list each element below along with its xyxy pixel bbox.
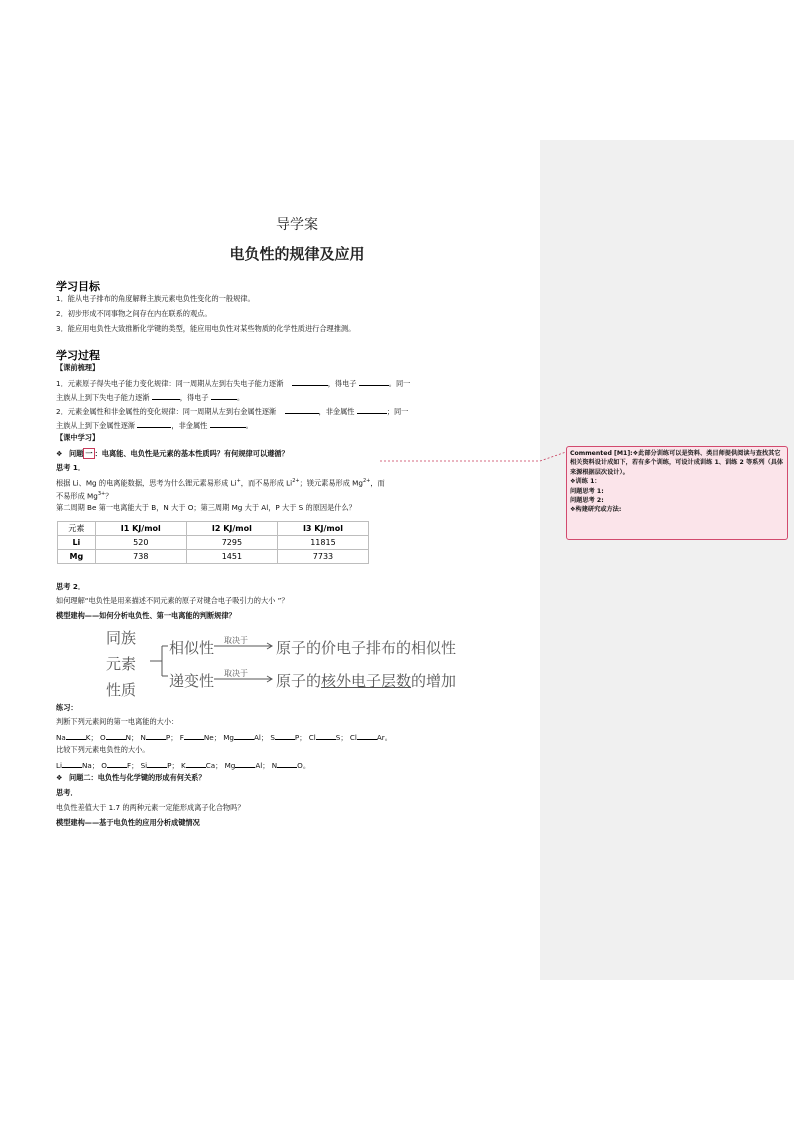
review-text: ，非金属性 — [171, 421, 208, 430]
element-symbol: Ar — [376, 733, 385, 742]
review-text: 主族从上到下失电子能力逐渐 — [56, 393, 150, 402]
goals-heading: 学习目标 — [56, 280, 100, 293]
separator: ； — [213, 733, 224, 742]
table-cell: 7733 — [277, 550, 368, 564]
review-text: 主族从上到下金属性逐渐 — [56, 421, 136, 430]
comment-line: 问题思考 2: — [570, 497, 604, 505]
think1-text: 根据 Li、Mg 的电离能数据，思考为什么锂元素易形成 Li — [56, 478, 237, 488]
element-symbol: Cl — [308, 733, 316, 742]
diagram-label: 性质 — [106, 681, 137, 699]
fill-blank[interactable] — [234, 731, 254, 740]
practice-line: 比较下列元素电负性的大小。 — [56, 745, 150, 754]
think1-line — [56, 476, 385, 488]
fill-blank[interactable] — [146, 731, 166, 740]
element-symbol: P — [294, 733, 300, 742]
diagram-label: 原子的价电子排布的相似性 — [276, 639, 457, 657]
table-cell: Li — [58, 536, 96, 550]
issue2-heading — [56, 773, 206, 783]
table-cell: 7295 — [186, 536, 277, 550]
element-symbol: O — [99, 733, 106, 742]
element-symbol: Li — [56, 761, 63, 770]
element-symbol: K — [85, 733, 91, 742]
ionization-energy-table — [57, 521, 369, 564]
think1-text: ？ — [105, 491, 113, 501]
comment-margin-pane — [540, 140, 794, 980]
think1-text: ；镁元素易形成 Mg — [299, 478, 363, 488]
table-cell: Mg — [58, 550, 96, 564]
think2-text: 如何理解“电负性是用来描述不同元素的原子对键合电子吸引力的大小 ”？ — [56, 596, 289, 605]
goal-item: 1．能从电子排布的角度解释主族元素电负性变化的一般规律。 — [56, 294, 255, 303]
element-symbol: S — [335, 733, 341, 742]
practice-label: 练习： — [56, 703, 78, 712]
diagram-label: 相似性 — [169, 639, 215, 657]
separator: 。 — [302, 761, 311, 770]
review-text: 。 — [245, 421, 253, 430]
element-symbol: Na — [56, 733, 66, 742]
element-symbol: Na — [82, 761, 92, 770]
table-header: I2 KJ/mol — [186, 522, 277, 536]
think1-text: ，而不易形成 Li — [240, 478, 293, 488]
issue1-heading — [56, 449, 289, 459]
comment-line: ❖训练 1： — [570, 478, 601, 486]
diagram-label: 取决于 — [224, 669, 248, 678]
review-text: ，得电子 — [327, 379, 357, 388]
comment-line: ❖构建研究或方法: — [570, 506, 622, 514]
fill-blank[interactable] — [106, 731, 126, 740]
review-tag: 【课前梳理】 — [56, 363, 100, 372]
fill-blank[interactable] — [275, 731, 295, 740]
fill-blank[interactable] — [62, 759, 82, 768]
review-text: 。 — [236, 393, 245, 402]
think2-label: 思考 2． — [56, 582, 86, 591]
think1-text: ，而 — [370, 478, 385, 488]
goal-item: 2．初步形成不同事物之间存在内在联系的观点。 — [56, 309, 212, 318]
separator: ； — [91, 761, 102, 770]
review-line — [56, 419, 253, 431]
fill-blank[interactable] — [66, 731, 86, 740]
diagram-text: 的增加 — [411, 672, 457, 690]
element-symbol: F — [179, 733, 184, 742]
comment-balloon[interactable] — [566, 446, 788, 540]
fill-blank[interactable] — [292, 377, 328, 386]
think1-line: 第二周期 Be 第一电离能大于 B，N 大于 O；第三周期 Mg 大于 Al，P 大于 S 的原因是什么？ — [56, 503, 356, 512]
think1-label: 思考 1． — [56, 463, 86, 472]
fill-blank[interactable] — [359, 377, 389, 386]
document-title: 导学案 — [276, 217, 318, 233]
fill-blank[interactable] — [277, 759, 297, 768]
separator: ； — [260, 733, 271, 742]
fill-blank[interactable] — [357, 405, 387, 414]
issue1-label: 问题 — [68, 449, 84, 458]
issue2-line: 电负性差值大于 1.7 的两种元素一定能形成离子化合物吗？ — [56, 803, 245, 812]
process-heading: 学习过程 — [56, 349, 100, 362]
diagram-label: 递变性 — [169, 672, 215, 690]
fill-blank[interactable] — [235, 759, 255, 768]
issue2-think-label: 思考． — [56, 788, 78, 797]
element-symbol: S — [270, 733, 275, 742]
separator: ； — [171, 761, 181, 770]
separator: ； — [215, 761, 225, 770]
superscript: + — [236, 478, 241, 484]
table-header: 元素 — [58, 522, 96, 536]
table-cell: 11815 — [277, 536, 368, 550]
review-text: ；同一 — [386, 407, 409, 416]
separator: ； — [90, 733, 100, 742]
diagram-label: 同族 — [106, 629, 137, 647]
element-symbol: Si — [140, 761, 148, 770]
element-symbol: O — [101, 761, 107, 770]
element-symbol: N — [140, 733, 146, 742]
table-cell: 520 — [95, 536, 186, 550]
fill-blank[interactable] — [285, 405, 319, 414]
comment-line: 问题思考 1: — [570, 487, 604, 495]
table-header: I3 KJ/mol — [277, 522, 368, 536]
practice-compare-line — [56, 759, 310, 771]
fill-blank[interactable] — [137, 419, 171, 428]
diagram-text-underlined: 核外电子层数 — [321, 672, 412, 690]
element-symbol: N — [271, 761, 278, 770]
goal-item: 3．能应用电负性大致推断化学键的类型，能应用电负性对某些物质的化学性质进行合理推测。 — [56, 324, 356, 333]
comment-label: Commented [M1]: — [570, 450, 633, 457]
practice-compare-line — [56, 731, 392, 743]
element-symbol: Mg — [223, 733, 234, 742]
element-symbol: Al — [253, 733, 261, 742]
element-symbol: P — [165, 733, 171, 742]
diagram-label: 元素 — [106, 655, 137, 673]
element-symbol: P — [167, 761, 172, 770]
diagram-label: 取决于 — [224, 636, 248, 645]
fill-blank[interactable] — [211, 391, 237, 400]
concept-diagram — [104, 624, 464, 704]
separator: ； — [131, 761, 141, 770]
review-text: 2．元素金属性和非金属性的变化规律：同一周期从左到右金属性逐渐 — [56, 407, 277, 416]
fill-blank[interactable] — [147, 759, 167, 768]
diagram-text: 原子的 — [276, 672, 322, 690]
think1-text: 不易形成 Mg — [56, 491, 98, 501]
superscript: 3+ — [97, 491, 106, 497]
document-subtitle: 电负性的规律及应用 — [229, 245, 365, 263]
diagram-lines — [104, 624, 464, 704]
model-heading: 模型建构——基于电负性的应用分析成键情况 — [56, 818, 200, 827]
separator: ； — [131, 733, 141, 742]
separator: ； — [170, 733, 180, 742]
separator: 。 — [384, 733, 392, 742]
element-symbol: Ne — [203, 733, 214, 742]
review-text: ，非金属性 — [318, 407, 355, 416]
review-line — [56, 377, 410, 389]
element-symbol: F — [126, 761, 132, 770]
separator: ； — [340, 733, 350, 742]
element-symbol: Ca — [205, 761, 216, 770]
bullet-icon: ❖ — [56, 449, 63, 458]
separator: ； — [299, 733, 309, 742]
bullet-icon: ❖ — [56, 773, 63, 782]
element-symbol: K — [180, 761, 186, 770]
issue2-text: 问题二：电负性与化学键的形成有何关系？ — [68, 773, 206, 782]
fill-blank[interactable] — [357, 731, 377, 740]
fill-blank[interactable] — [210, 419, 246, 428]
comment-body: ❖此部分训练可以是资料、类目师提供阅读与查找其它相关资料设计成如下，若有多个训练，可设计成训练 1、训练 2 等系列（具体来源根据层次设计）。 — [570, 450, 784, 476]
separator: ； — [262, 761, 272, 770]
element-symbol: Mg — [224, 761, 236, 770]
review-text: ，得电子 — [179, 393, 209, 402]
fill-blank[interactable] — [152, 391, 180, 400]
review-text: 。同一 — [388, 379, 411, 388]
superscript: 2+ — [292, 478, 300, 484]
think1-line — [56, 489, 112, 501]
element-symbol: Al — [255, 761, 263, 770]
issue1-text: ：电离能、电负性是元素的基本性质吗？有何规律可以遵循？ — [94, 449, 289, 458]
fill-blank[interactable] — [107, 759, 127, 768]
review-text: 1．元素原子得失电子能力变化规律：同一周期从左到右失电子能力逐渐 — [56, 379, 284, 388]
element-symbol: Cl — [349, 733, 357, 742]
element-symbol: O — [297, 761, 303, 770]
model-heading: 模型建构——如何分析电负性、第一电离能的判断规律？ — [56, 611, 236, 620]
practice-line: 判断下列元素间的第一电离能的大小： — [56, 717, 179, 726]
element-symbol: N — [125, 733, 132, 742]
diagram-label — [276, 670, 456, 691]
table-header-row — [58, 522, 369, 536]
issue1-number: 一 — [85, 449, 93, 458]
superscript: 2+ — [362, 478, 371, 484]
review-line — [56, 405, 408, 417]
table-row — [58, 536, 369, 550]
table-row — [58, 550, 369, 564]
table-cell: 738 — [95, 550, 186, 564]
table-cell: 1451 — [186, 550, 277, 564]
fill-blank[interactable] — [316, 731, 336, 740]
table-header: I1 KJ/mol — [95, 522, 186, 536]
inclass-tag: 【课中学习】 — [56, 433, 100, 442]
fill-blank[interactable] — [184, 731, 204, 740]
fill-blank[interactable] — [186, 759, 206, 768]
review-line — [56, 391, 244, 403]
